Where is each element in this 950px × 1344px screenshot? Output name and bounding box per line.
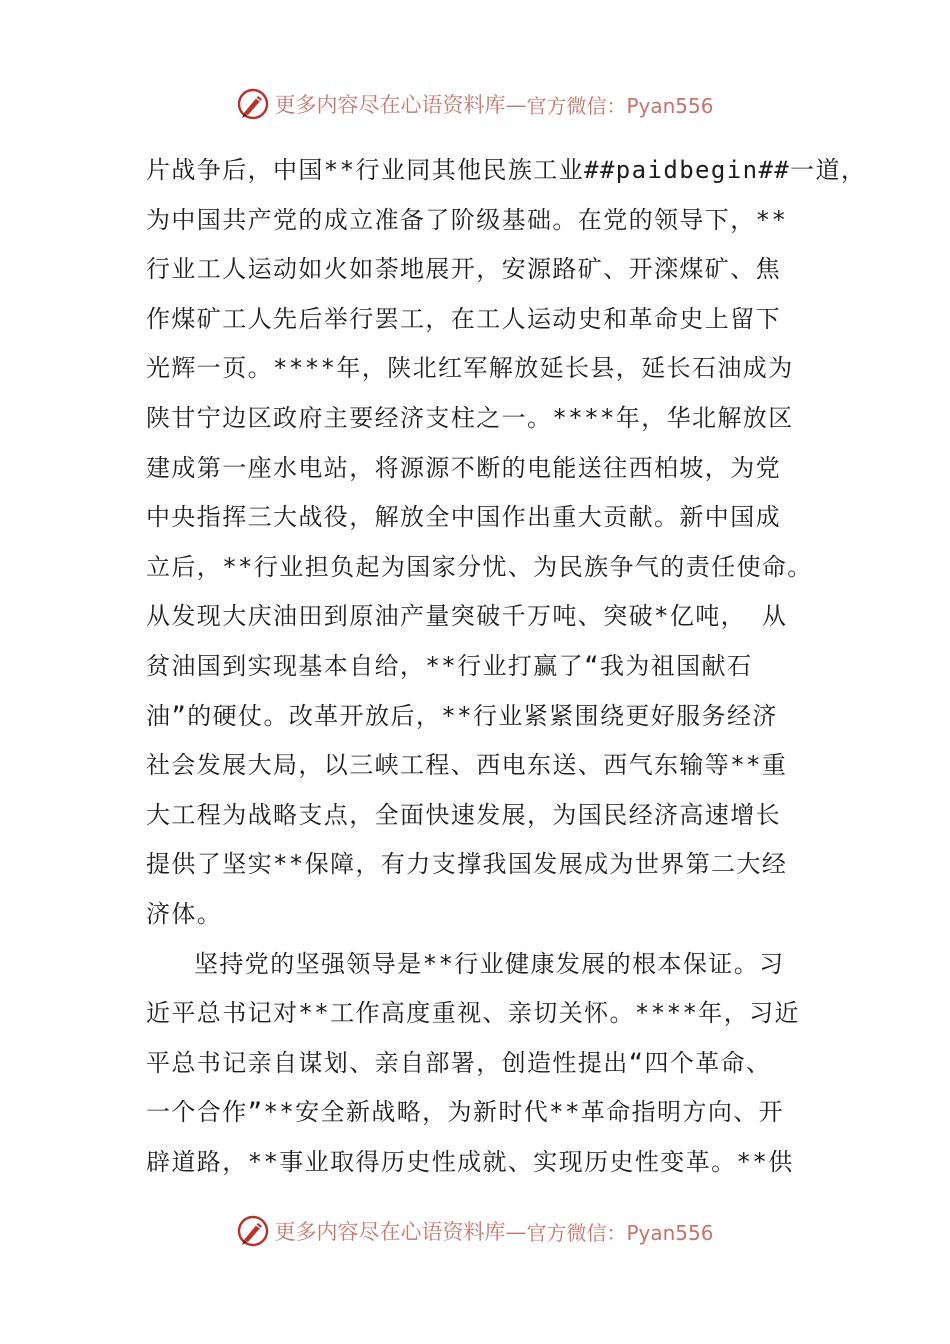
text-line: 片战争后，中国**行业同其他民族工业##paidbegin##一道，	[146, 156, 867, 184]
watermark-site-text: 更多内容尽在心语资料库—	[274, 1220, 527, 1244]
text-line: 行业工人运动如火如荼地展开，安源路矿、开滦煤矿、焦	[146, 255, 781, 284]
text-line: 一个合作”**安全新战略，为新时代**革命指明方向、开	[146, 1098, 785, 1127]
text-line: 济体。	[146, 899, 223, 928]
text-line: 建成第一座水电站，将源源不断的电能送往西柏坡，为党	[146, 453, 781, 482]
text-line: 平总书记亲自谋划、亲自部署，创造性提出“四个革命、	[146, 1048, 772, 1077]
pen-logo-icon	[236, 1214, 270, 1248]
text-line: 近平总书记对**工作高度重视、亲切关怀。****年，习近	[146, 999, 800, 1028]
text-line: 中央指挥三大战役，解放全中国作出重大贡献。新中国成	[146, 503, 781, 532]
watermark-wechat-text: 官方微信：Pyan556	[526, 1220, 714, 1245]
text-line: 油”的硬仗。改革开放后，**行业紧紧围绕更好服务经济	[146, 701, 778, 730]
text-line: 贫油国到实现基本自给，**行业打赢了“我为祖国献石	[146, 651, 753, 680]
document-body	[146, 146, 867, 1187]
text-line: 提供了坚实**保障，有力支撑我国发展成为世界第二大经	[146, 850, 788, 879]
pen-logo-icon	[236, 87, 270, 121]
footer-watermark-banner	[0, 1211, 950, 1251]
paragraph-start-line: 坚持党的坚强领导是**行业健康发展的根本保证。习	[194, 949, 785, 978]
text-line: 从发现大庆油田到原油产量突破千万吨、突破*亿吨， 从	[146, 602, 788, 631]
text-line: 辟道路，**事业取得历史性成就、实现历史性变革。**供	[146, 1147, 794, 1176]
text-line: 作煤矿工人先后举行罢工，在工人运动史和革命史上留下	[146, 304, 781, 333]
text-line: 为中国共产党的成立准备了阶级基础。在党的领导下，**	[146, 205, 788, 234]
watermark-site-text: 更多内容尽在心语资料库—	[274, 93, 527, 117]
text-line: 光辉一页。****年，陕北红军解放延长县，延长石油成为	[146, 354, 794, 383]
text-line: 立后，**行业担负起为国家分忧、为民族争气的责任使命。	[146, 552, 813, 581]
watermark-wechat-text: 官方微信：Pyan556	[526, 93, 714, 118]
text-line: 大工程为战略支点，全面快速发展，为国民经济高速增长	[146, 800, 781, 829]
text-line: 社会发展大局，以三峡工程、西电东送、西气东输等**重	[146, 751, 788, 780]
header-watermark-banner	[0, 84, 950, 124]
text-line: 陕甘宁边区政府主要经济支柱之一。****年，华北解放区	[146, 403, 794, 432]
